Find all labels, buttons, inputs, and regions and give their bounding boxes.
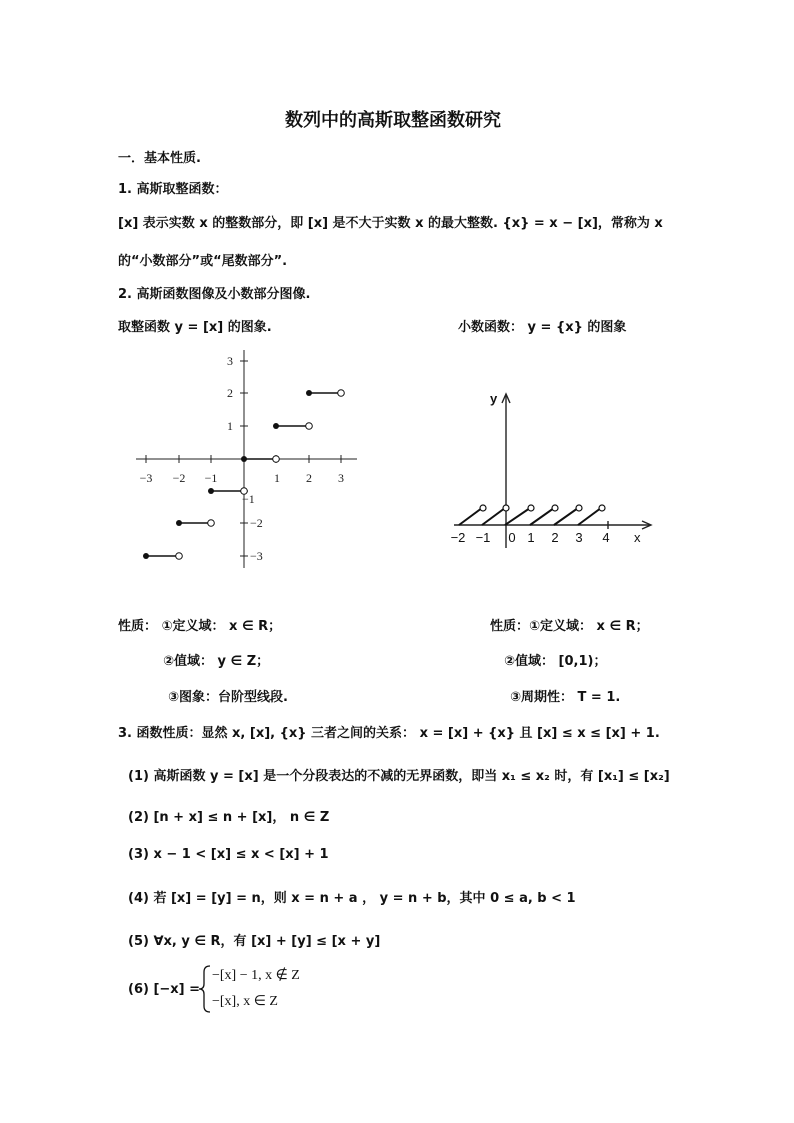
page-title: 数列中的高斯取整函数研究 xyxy=(285,110,501,131)
fractional-part-graph xyxy=(440,385,665,550)
closed-endpoint xyxy=(176,520,182,526)
x-tick-label: 4 xyxy=(602,530,610,545)
closed-endpoint xyxy=(143,553,149,559)
y-tick-label: −3 xyxy=(250,549,263,563)
closed-endpoint xyxy=(273,423,279,429)
item3-heading: 3. 函数性质：显然 x, [x], {x} 三者之间的关系： x = [x] + {x} 且 [x] ≤ x ≤ [x] + 1. xyxy=(118,726,660,741)
property-6-case-1: −[x] − 1, x ∉ Z xyxy=(212,968,300,983)
closed-endpoint xyxy=(306,390,312,396)
open-endpoint xyxy=(338,390,345,397)
open-endpoint xyxy=(208,520,215,527)
property-6-case-2: −[x], x ∈ Z xyxy=(212,994,278,1009)
property-3: (3) x − 1 < [x] ≤ x < [x] + 1 xyxy=(128,847,329,862)
x-tick-label: 0 xyxy=(508,530,516,545)
floor-property-range: ②值域： y ∈ Z； xyxy=(163,654,270,669)
closed-endpoint xyxy=(241,456,247,462)
x-tick-label: −2 xyxy=(172,471,186,485)
property-2: (2) [n + x] ≤ n + [x]， n ∈ Z xyxy=(128,810,330,825)
open-endpoint xyxy=(528,505,534,511)
property-6-label: (6) [−x] = xyxy=(128,982,201,997)
section-heading: 一．基本性质. xyxy=(118,151,201,166)
y-tick-label: 3 xyxy=(227,354,233,368)
sawtooth-segment xyxy=(459,508,482,525)
item2-heading: 2. 高斯函数图像及小数部分图像. xyxy=(118,287,311,302)
x-tick-label: 3 xyxy=(575,530,583,545)
x-tick-label: −1 xyxy=(475,530,491,545)
x-tick-label: 1 xyxy=(274,471,280,485)
open-endpoint xyxy=(599,505,605,511)
open-endpoint xyxy=(480,505,486,511)
frac-property-period: ③周期性： T = 1. xyxy=(510,690,621,705)
x-tick-label: 3 xyxy=(338,471,344,485)
piecewise-brace xyxy=(198,964,212,1014)
frac-graph-caption: 小数函数： y = {x} 的图象 xyxy=(458,320,627,335)
x-tick-label: 2 xyxy=(551,530,559,545)
x-tick-label: −3 xyxy=(139,471,153,485)
x-tick-label: −2 xyxy=(450,530,466,545)
sawtooth-segment xyxy=(554,508,578,525)
floor-graph-caption: 取整函数 y = [x] 的图象. xyxy=(118,320,272,335)
open-endpoint xyxy=(273,456,280,463)
x-axis-label: x xyxy=(634,530,641,545)
open-endpoint xyxy=(306,423,313,430)
floor-property-domain: 性质： ①定义域： x ∈ R； xyxy=(118,619,282,634)
y-tick-label: 2 xyxy=(227,386,233,400)
closed-endpoint xyxy=(208,488,214,494)
floor-function-graph xyxy=(130,345,365,575)
y-tick-label: 1 xyxy=(227,419,233,433)
item1-heading: 1. 高斯取整函数： xyxy=(118,182,228,197)
frac-property-range: ②值域： [0,1)； xyxy=(504,654,607,669)
property-1: (1) 高斯函数 y = [x] 是一个分段表达的不减的无界函数，即当 x₁ ≤ x₂ 时，有 [x₁] ≤ [x₂] xyxy=(128,769,670,784)
open-endpoint xyxy=(576,505,582,511)
x-tick-label: 2 xyxy=(306,471,312,485)
sawtooth-segment xyxy=(505,508,530,525)
frac-property-domain: 性质：①定义域： x ∈ R； xyxy=(490,619,649,634)
open-endpoint xyxy=(176,553,183,560)
y-axis-label: y xyxy=(490,391,498,406)
definition-line-2: 的“小数部分”或“尾数部分”. xyxy=(118,254,288,269)
definition-line-1: [x] 表示实数 x 的整数部分，即 [x] 是不大于实数 x 的最大整数. {x} = x − [x]，常称为 x xyxy=(118,216,663,231)
y-tick-label: −1 xyxy=(242,492,255,506)
sawtooth-segment xyxy=(530,508,554,525)
open-endpoint xyxy=(552,505,558,511)
open-endpoint xyxy=(503,505,509,511)
x-tick-label: −1 xyxy=(204,471,218,485)
y-tick-label: −2 xyxy=(250,516,263,530)
floor-property-graph: ③图象：台阶型线段. xyxy=(168,690,288,705)
property-4: (4) 若 [x] = [y] = n，则 x = n + a ， y = n + b，其中 0 ≤ a, b < 1 xyxy=(128,891,576,906)
x-tick-label: 1 xyxy=(527,530,535,545)
property-5: (5) ∀x, y ∈ R，有 [x] + [y] ≤ [x + y] xyxy=(128,934,381,949)
